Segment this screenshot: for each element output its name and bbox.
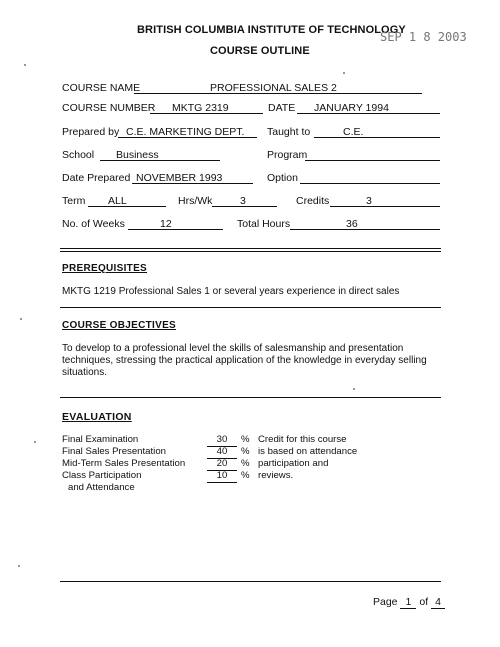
weeks-line <box>128 229 223 230</box>
prepared-by-value: C.E. MARKETING DEPT. <box>126 126 245 138</box>
option-line <box>300 183 440 184</box>
credits-label: Credits <box>296 195 330 207</box>
received-stamp: SEP 1 8 2003 <box>380 30 467 44</box>
option-label: Option <box>267 172 298 184</box>
page-label: Page <box>373 596 398 608</box>
school-value: Business <box>116 149 159 161</box>
eval-note-line-3: participation and <box>258 458 329 469</box>
course-number-label: COURSE NUMBER <box>62 102 156 114</box>
page-number: 1 <box>400 596 416 609</box>
weeks-label: No. of Weeks <box>62 218 125 230</box>
divider-objectives <box>60 397 441 398</box>
divider-prereq <box>60 307 441 308</box>
objectives-line-2: techniques, stressing the practical application of the knowledge in everyday selling <box>62 355 427 366</box>
scan-speck <box>343 72 345 74</box>
credits-value: 3 <box>366 195 372 207</box>
course-number-value: MKTG 2319 <box>172 102 229 114</box>
scan-speck <box>353 388 355 390</box>
eval-item-midterm-presentation: Mid-Term Sales Presentation <box>62 458 186 469</box>
objectives-heading: COURSE OBJECTIVES <box>62 320 177 331</box>
term-value: ALL <box>108 195 127 207</box>
eval-value-final-exam: 30 <box>207 434 237 447</box>
eval-note-line-2: is based on attendance <box>258 446 358 457</box>
page-total: 4 <box>431 596 445 609</box>
eval-unit-final-presentation: % <box>241 446 250 457</box>
objectives-line-3: situations. <box>62 367 108 378</box>
course-name-value: PROFESSIONAL SALES 2 <box>210 82 337 94</box>
eval-value-final-presentation: 40 <box>207 446 237 459</box>
prerequisites-heading: PREREQUISITES <box>62 263 148 274</box>
school-label: School <box>62 149 95 161</box>
term-label: Term <box>62 195 86 207</box>
objectives-line-1: To develop to a professional level the skills of salesmanship and presentation <box>62 343 404 354</box>
eval-value-midterm-presentation: 20 <box>207 458 237 471</box>
total-hours-line <box>290 229 440 230</box>
total-hours-label: Total Hours <box>237 218 291 230</box>
eval-unit-final-exam: % <box>241 434 250 445</box>
term-line <box>88 206 166 207</box>
eval-item-participation-cont: and Attendance <box>68 482 135 493</box>
scan-speck <box>20 318 22 320</box>
evaluation-heading: EVALUATION <box>62 411 132 423</box>
date-prepared-label: Date Prepared <box>62 172 131 184</box>
prerequisites-text: MKTG 1219 Professional Sales 1 or several years experience in direct sales <box>62 286 400 297</box>
eval-item-participation: Class Participation <box>62 470 142 481</box>
taught-to-label: Taught to <box>267 126 311 138</box>
date-prepared-value: NOVEMBER 1993 <box>136 172 223 184</box>
total-hours-value: 36 <box>346 218 358 230</box>
course-name-label: COURSE NAME <box>62 82 141 94</box>
credits-line <box>330 206 440 207</box>
eval-item-final-exam: Final Examination <box>62 434 139 445</box>
scan-speck <box>18 565 20 567</box>
hrs-wk-label: Hrs/Wk <box>178 195 213 207</box>
eval-note-line-4: reviews. <box>258 470 294 481</box>
eval-value-participation: 10 <box>207 470 237 483</box>
hrs-wk-value: 3 <box>240 195 246 207</box>
page-indicator <box>373 596 445 609</box>
taught-to-line <box>314 137 440 138</box>
document-title: COURSE OUTLINE <box>210 45 310 57</box>
scan-speck <box>24 64 26 66</box>
prepared-by-label: Prepared by <box>62 126 120 138</box>
divider-top <box>60 248 441 249</box>
weeks-value: 12 <box>160 218 172 230</box>
eval-item-final-presentation: Final Sales Presentation <box>62 446 166 457</box>
scan-speck <box>34 441 36 443</box>
institute-name: BRITISH COLUMBIA INSTITUTE OF TECHNOLOGY <box>137 24 406 36</box>
page-of-label: of <box>419 596 429 608</box>
eval-unit-midterm-presentation: % <box>241 458 250 469</box>
taught-to-value: C.E. <box>343 126 364 138</box>
divider-top-2 <box>60 251 441 252</box>
date-value: JANUARY 1994 <box>314 102 389 114</box>
program-line <box>305 160 440 161</box>
program-label: Program <box>267 149 308 161</box>
eval-note-line-1: Credit for this course <box>258 434 347 445</box>
divider-bottom <box>60 581 441 582</box>
date-label: DATE <box>268 102 296 114</box>
eval-unit-participation: % <box>241 470 250 481</box>
